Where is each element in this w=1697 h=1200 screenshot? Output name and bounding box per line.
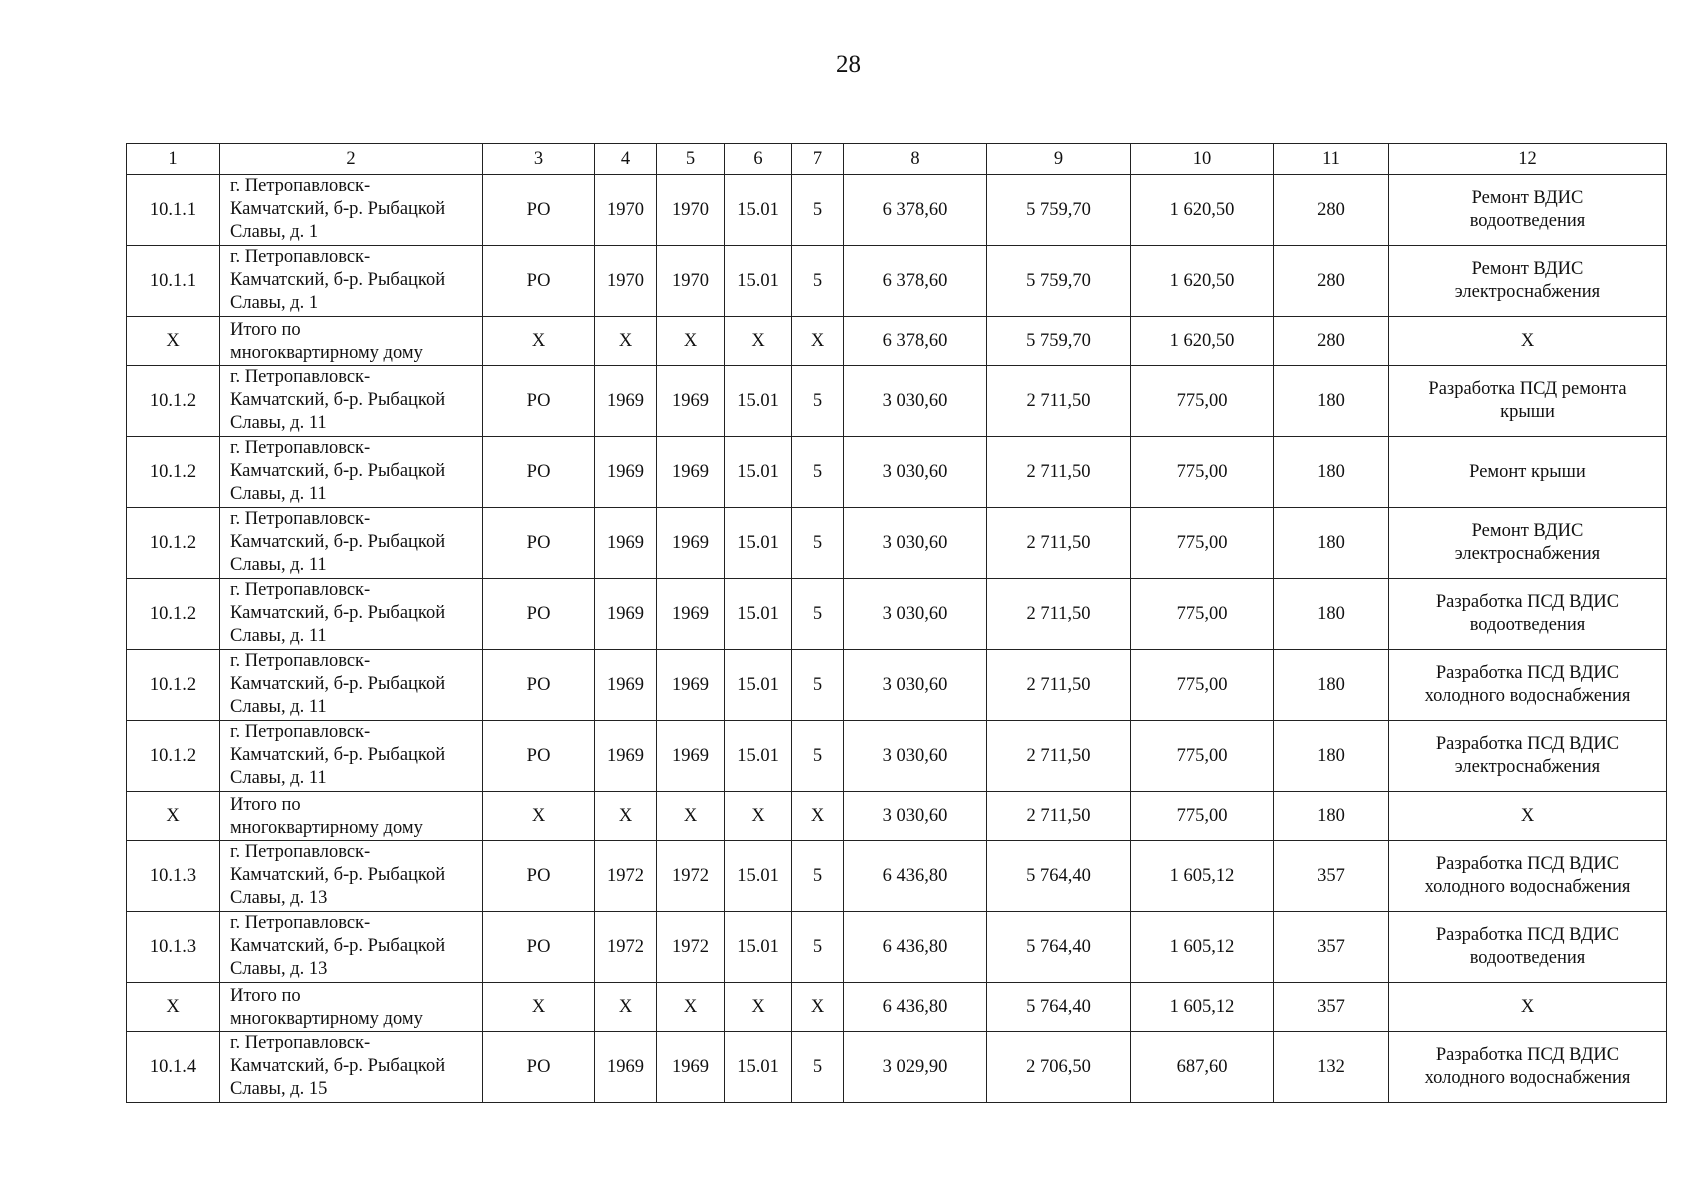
completion-year-cell: 1972 [657,841,725,912]
wall-material-cell: Х [725,317,792,366]
living-area-cell: 2 706,50 [987,1032,1131,1103]
table-row [127,508,1667,579]
commissioning-year-cell: 1972 [595,841,657,912]
work-type-cell: Ремонт ВДИС водоотведения [1389,175,1667,246]
commissioning-year-cell: 1969 [595,437,657,508]
completion-year-cell: Х [657,317,725,366]
common-area-cell: 775,00 [1131,721,1274,792]
residents-cell: 180 [1274,437,1389,508]
table-row [127,246,1667,317]
common-area-cell: 687,60 [1131,1032,1274,1103]
address-cell: г. Петропавловск- Камчатский, б-р. Рыбацкой Славы, д. 11 [220,650,483,721]
total-area-cell: 6 436,80 [844,912,987,983]
common-area-cell: 775,00 [1131,792,1274,841]
living-area-cell: 2 711,50 [987,508,1131,579]
column-header: 9 [987,144,1131,175]
column-header: 8 [844,144,987,175]
wall-material-cell: 15.01 [725,841,792,912]
commissioning-year-cell: 1969 [595,1032,657,1103]
floors-cell: Х [792,983,844,1032]
table-row [127,1032,1667,1103]
wall-material-cell: 15.01 [725,721,792,792]
common-area-cell: 775,00 [1131,650,1274,721]
living-area-cell: 2 711,50 [987,366,1131,437]
floors-cell: 5 [792,366,844,437]
column-header: 2 [220,144,483,175]
completion-year-cell: 1969 [657,579,725,650]
floors-cell: Х [792,317,844,366]
item-number-cell: 10.1.3 [127,841,220,912]
owner-method-cell: РО [483,437,595,508]
owner-method-cell: РО [483,721,595,792]
owner-method-cell: РО [483,841,595,912]
completion-year-cell: 1969 [657,366,725,437]
commissioning-year-cell: Х [595,792,657,841]
total-area-cell: 3 029,90 [844,1032,987,1103]
common-area-cell: 1 620,50 [1131,175,1274,246]
common-area-cell: 775,00 [1131,508,1274,579]
item-number-cell: 10.1.2 [127,721,220,792]
address-cell: г. Петропавловск- Камчатский, б-р. Рыбацкой Славы, д. 1 [220,175,483,246]
total-area-cell: 3 030,60 [844,437,987,508]
common-area-cell: 1 605,12 [1131,912,1274,983]
wall-material-cell: 15.01 [725,579,792,650]
column-header: 1 [127,144,220,175]
work-type-cell: Разработка ПСД ремонта крыши [1389,366,1667,437]
commissioning-year-cell: 1970 [595,246,657,317]
completion-year-cell: Х [657,983,725,1032]
item-number-cell: 10.1.2 [127,650,220,721]
total-area-cell: 6 378,60 [844,317,987,366]
column-header: 7 [792,144,844,175]
floors-cell: 5 [792,579,844,650]
address-cell: г. Петропавловск- Камчатский, б-р. Рыбацкой Славы, д. 15 [220,1032,483,1103]
address-cell: Итого по многоквартирному дому [220,792,483,841]
commissioning-year-cell: 1969 [595,579,657,650]
living-area-cell: 5 764,40 [987,983,1131,1032]
owner-method-cell: Х [483,983,595,1032]
floors-cell: 5 [792,437,844,508]
completion-year-cell: 1969 [657,1032,725,1103]
table-row [127,650,1667,721]
floors-cell: 5 [792,912,844,983]
work-type-cell: Разработка ПСД ВДИС водоотведения [1389,912,1667,983]
page-number: 28 [836,51,861,78]
commissioning-year-cell: Х [595,317,657,366]
wall-material-cell: Х [725,792,792,841]
floors-cell: 5 [792,175,844,246]
common-area-cell: 1 620,50 [1131,317,1274,366]
address-cell: г. Петропавловск- Камчатский, б-р. Рыбацкой Славы, д. 11 [220,579,483,650]
total-area-cell: 3 030,60 [844,721,987,792]
item-number-cell: 10.1.2 [127,579,220,650]
total-area-cell: 6 378,60 [844,175,987,246]
floors-cell: 5 [792,246,844,317]
address-cell: г. Петропавловск- Камчатский, б-р. Рыбацкой Славы, д. 13 [220,841,483,912]
floors-cell: 5 [792,1032,844,1103]
wall-material-cell: 15.01 [725,508,792,579]
owner-method-cell: Х [483,317,595,366]
item-number-cell: 10.1.2 [127,508,220,579]
item-number-cell: 10.1.2 [127,366,220,437]
owner-method-cell: РО [483,579,595,650]
residents-cell: 357 [1274,983,1389,1032]
registry-table [126,143,1667,1103]
total-row [127,317,1667,366]
completion-year-cell: 1969 [657,650,725,721]
wall-material-cell: 15.01 [725,1032,792,1103]
living-area-cell: 2 711,50 [987,792,1131,841]
work-type-cell: Ремонт ВДИС электроснабжения [1389,246,1667,317]
column-header: 4 [595,144,657,175]
living-area-cell: 5 759,70 [987,175,1131,246]
item-number-cell: Х [127,317,220,366]
living-area-cell: 2 711,50 [987,437,1131,508]
living-area-cell: 2 711,50 [987,579,1131,650]
residents-cell: 357 [1274,841,1389,912]
column-number-row [127,144,1667,175]
total-row [127,983,1667,1032]
completion-year-cell: 1970 [657,175,725,246]
address-cell: г. Петропавловск- Камчатский, б-р. Рыбацкой Славы, д. 11 [220,721,483,792]
table-row [127,579,1667,650]
common-area-cell: 1 620,50 [1131,246,1274,317]
total-area-cell: 6 436,80 [844,983,987,1032]
column-header: 5 [657,144,725,175]
work-type-cell: Разработка ПСД ВДИС холодного водоснабжения [1389,841,1667,912]
item-number-cell: Х [127,983,220,1032]
total-area-cell: 6 378,60 [844,246,987,317]
owner-method-cell: РО [483,366,595,437]
residents-cell: 280 [1274,175,1389,246]
address-cell: Итого по многоквартирному дому [220,317,483,366]
column-header: 10 [1131,144,1274,175]
common-area-cell: 775,00 [1131,366,1274,437]
common-area-cell: 1 605,12 [1131,983,1274,1032]
item-number-cell: 10.1.4 [127,1032,220,1103]
address-cell: г. Петропавловск- Камчатский, б-р. Рыбацкой Славы, д. 13 [220,912,483,983]
completion-year-cell: 1970 [657,246,725,317]
living-area-cell: 5 764,40 [987,841,1131,912]
living-area-cell: 5 764,40 [987,912,1131,983]
owner-method-cell: РО [483,246,595,317]
total-area-cell: 3 030,60 [844,579,987,650]
residents-cell: 180 [1274,721,1389,792]
table-row [127,721,1667,792]
total-area-cell: 3 030,60 [844,650,987,721]
residents-cell: 180 [1274,508,1389,579]
owner-method-cell: Х [483,792,595,841]
work-type-cell: Разработка ПСД ВДИС холодного водоснабжения [1389,1032,1667,1103]
living-area-cell: 2 711,50 [987,650,1131,721]
item-number-cell: 10.1.1 [127,246,220,317]
address-cell: Итого по многоквартирному дому [220,983,483,1032]
item-number-cell: Х [127,792,220,841]
address-cell: г. Петропавловск- Камчатский, б-р. Рыбацкой Славы, д. 11 [220,437,483,508]
living-area-cell: 5 759,70 [987,317,1131,366]
table-row [127,366,1667,437]
floors-cell: 5 [792,841,844,912]
residents-cell: 180 [1274,792,1389,841]
floors-cell: 5 [792,650,844,721]
total-area-cell: 3 030,60 [844,508,987,579]
residents-cell: 280 [1274,246,1389,317]
table-row [127,175,1667,246]
common-area-cell: 775,00 [1131,437,1274,508]
item-number-cell: 10.1.1 [127,175,220,246]
wall-material-cell: Х [725,983,792,1032]
commissioning-year-cell: 1969 [595,721,657,792]
completion-year-cell: 1969 [657,437,725,508]
item-number-cell: 10.1.2 [127,437,220,508]
owner-method-cell: РО [483,912,595,983]
residents-cell: 180 [1274,579,1389,650]
address-cell: г. Петропавловск- Камчатский, б-р. Рыбацкой Славы, д. 11 [220,366,483,437]
owner-method-cell: РО [483,508,595,579]
column-header: 12 [1389,144,1667,175]
commissioning-year-cell: 1969 [595,508,657,579]
work-type-cell: Разработка ПСД ВДИС электроснабжения [1389,721,1667,792]
residents-cell: 180 [1274,650,1389,721]
living-area-cell: 2 711,50 [987,721,1131,792]
work-type-cell: Ремонт крыши [1389,437,1667,508]
commissioning-year-cell: 1969 [595,650,657,721]
commissioning-year-cell: 1972 [595,912,657,983]
owner-method-cell: РО [483,175,595,246]
total-row [127,792,1667,841]
completion-year-cell: 1972 [657,912,725,983]
residents-cell: 357 [1274,912,1389,983]
floors-cell: 5 [792,721,844,792]
common-area-cell: 1 605,12 [1131,841,1274,912]
owner-method-cell: РО [483,650,595,721]
completion-year-cell: 1969 [657,721,725,792]
commissioning-year-cell: Х [595,983,657,1032]
commissioning-year-cell: 1969 [595,366,657,437]
completion-year-cell: Х [657,792,725,841]
owner-method-cell: РО [483,1032,595,1103]
work-type-cell: Х [1389,983,1667,1032]
wall-material-cell: 15.01 [725,437,792,508]
table-header [127,144,1667,175]
work-type-cell: Х [1389,317,1667,366]
item-number-cell: 10.1.3 [127,912,220,983]
column-header: 11 [1274,144,1389,175]
total-area-cell: 6 436,80 [844,841,987,912]
commissioning-year-cell: 1970 [595,175,657,246]
residents-cell: 280 [1274,317,1389,366]
wall-material-cell: 15.01 [725,175,792,246]
work-type-cell: Разработка ПСД ВДИС водоотведения [1389,579,1667,650]
work-type-cell: Разработка ПСД ВДИС холодного водоснабжения [1389,650,1667,721]
living-area-cell: 5 759,70 [987,246,1131,317]
address-cell: г. Петропавловск- Камчатский, б-р. Рыбацкой Славы, д. 11 [220,508,483,579]
total-area-cell: 3 030,60 [844,792,987,841]
table-body [127,175,1667,1103]
wall-material-cell: 15.01 [725,650,792,721]
common-area-cell: 775,00 [1131,579,1274,650]
wall-material-cell: 15.01 [725,912,792,983]
address-cell: г. Петропавловск- Камчатский, б-р. Рыбацкой Славы, д. 1 [220,246,483,317]
table-row [127,437,1667,508]
table-row [127,912,1667,983]
residents-cell: 180 [1274,366,1389,437]
floors-cell: 5 [792,508,844,579]
table-row [127,841,1667,912]
completion-year-cell: 1969 [657,508,725,579]
floors-cell: Х [792,792,844,841]
wall-material-cell: 15.01 [725,246,792,317]
column-header: 6 [725,144,792,175]
work-type-cell: Х [1389,792,1667,841]
residents-cell: 132 [1274,1032,1389,1103]
column-header: 3 [483,144,595,175]
total-area-cell: 3 030,60 [844,366,987,437]
work-type-cell: Ремонт ВДИС электроснабжения [1389,508,1667,579]
wall-material-cell: 15.01 [725,366,792,437]
